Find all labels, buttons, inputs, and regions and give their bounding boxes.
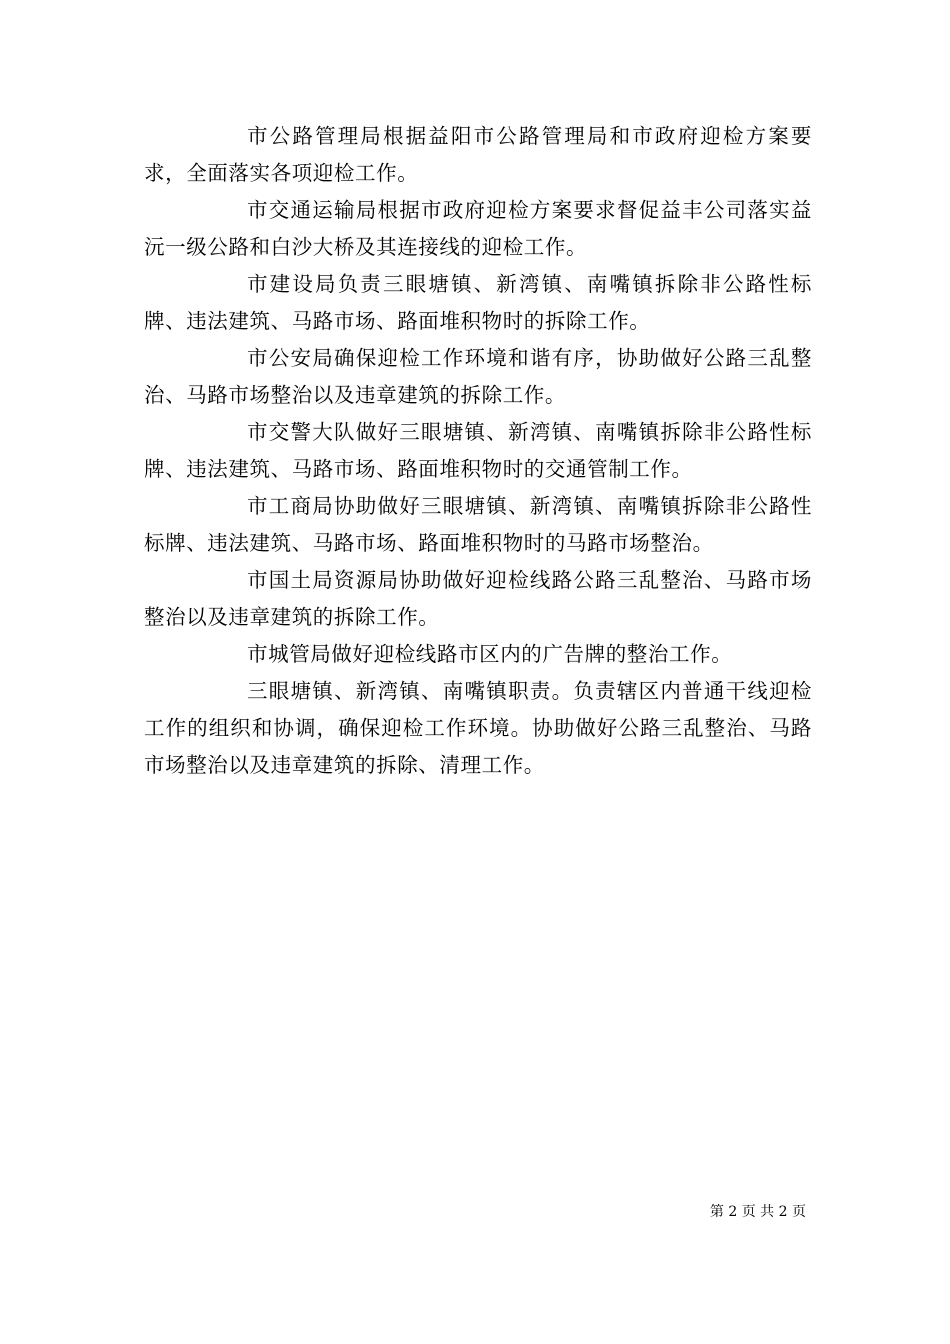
document-body — [144, 118, 812, 784]
paragraph: 市公安局确保迎检工作环境和谐有序，协助做好公路三乱整治、马路市场整治以及违章建筑的拆除工作。 — [144, 346, 812, 407]
paragraph: 市城管局做好迎检线路市区内的广告牌的整治工作。 — [247, 642, 733, 666]
paragraph: 三眼塘镇、新湾镇、南嘴镇职责。负责辖区内普通干线迎检工作的组织和协调，确保迎检工作环境。协助做好公路三乱整治、马路市场整治以及违章建筑的拆除、清理工作。 — [144, 679, 812, 777]
paragraph: 市交警大队做好三眼塘镇、新湾镇、南嘴镇拆除非公路性标牌、违法建筑、马路市场、路面堆积物时的交通管制工作。 — [144, 420, 812, 481]
paragraph: 市交通运输局根据市政府迎检方案要求督促益丰公司落实益沅一级公路和白沙大桥及其连接线的迎检工作。 — [144, 198, 812, 259]
page-number-footer: 第 2 页 共 2 页 — [709, 1204, 806, 1220]
paragraph: 市建设局负责三眼塘镇、新湾镇、南嘴镇拆除非公路性标牌、违法建筑、马路市场、路面堆积物时的拆除工作。 — [144, 272, 812, 333]
paragraph: 市国土局资源局协助做好迎检线路公路三乱整治、马路市场整治以及违章建筑的拆除工作。 — [144, 568, 812, 629]
paragraph: 市工商局协助做好三眼塘镇、新湾镇、南嘴镇拆除非公路性标牌、违法建筑、马路市场、路面堆积物时的马路市场整治。 — [144, 494, 812, 555]
paragraph: 市公路管理局根据益阳市公路管理局和市政府迎检方案要求，全面落实各项迎检工作。 — [144, 124, 812, 185]
